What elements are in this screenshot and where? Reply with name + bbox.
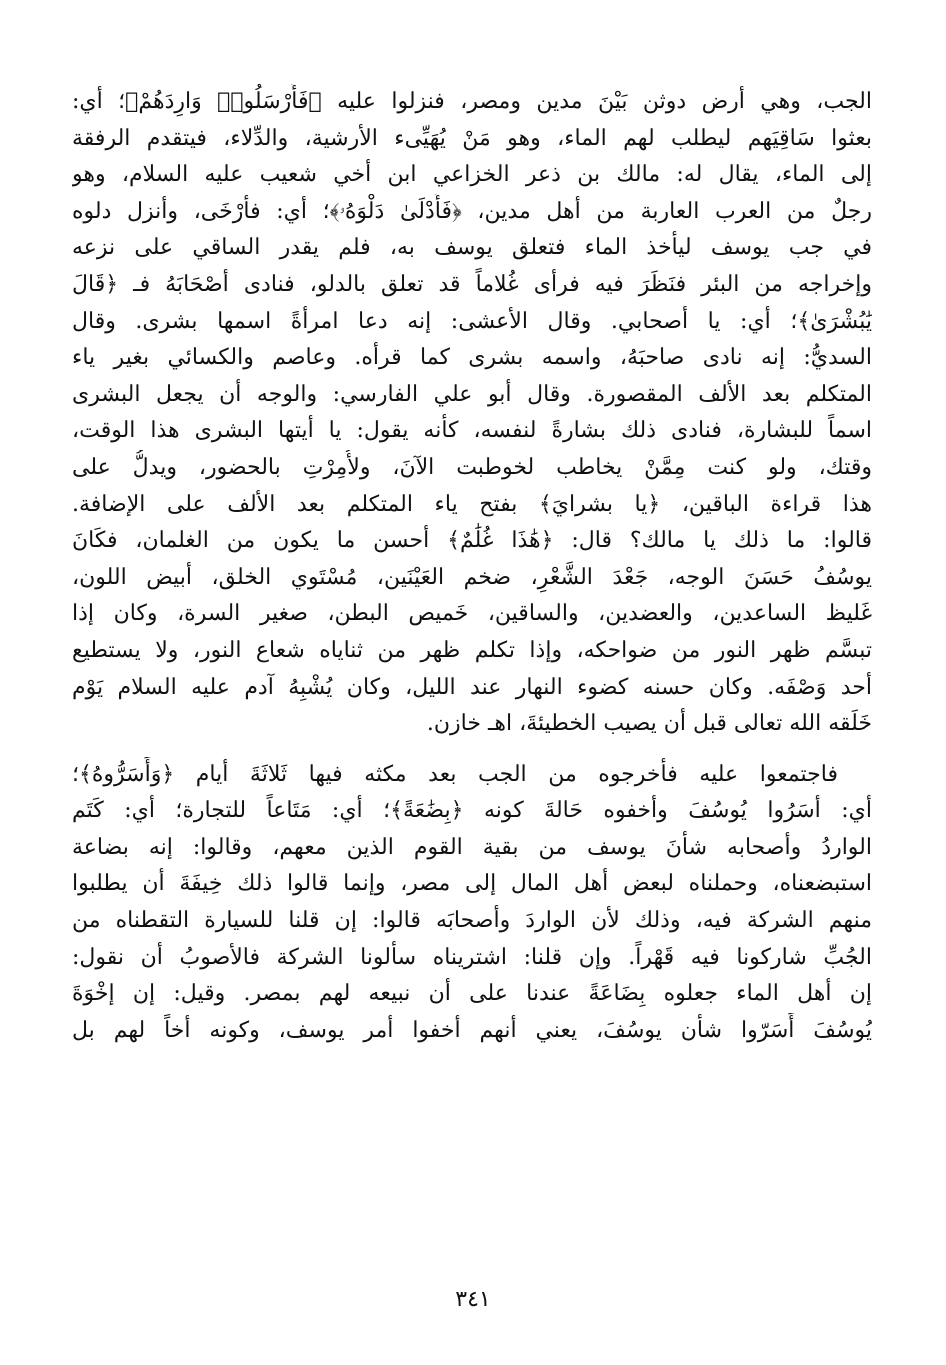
- text-line: استبضعناه، وحملناه لبعض أهل المال إلى مصر، وإنما قالوا ذلك خِيفَةَ أن يطلبوا: [72, 871, 872, 897]
- text-line: يَٰبُشْرَىٰ﴾؛ أي: يا أصحابي. وقال الأعشى: إنه دعا امرأةً اسمها بشرى. وقال: [72, 308, 872, 334]
- text-line: وقتك، ولو كنت مِمَّنْ يخاطب لخوطبت الآنَ، ولأُمِرْتِ بالحضور، ويدلُّ على: [72, 454, 872, 480]
- paragraph-gap: [72, 743, 872, 757]
- page-body: [72, 84, 872, 1049]
- text-line: المتكلم بعد الألف المقصورة. وقال أبو علي الفارسي: والوجه أن يجعل البشرى: [72, 381, 872, 407]
- paragraph-2: [72, 757, 872, 1050]
- text-line: خَلَقه الله تعالى قبل أن يصيب الخطيئةَ، اهـ خازن.: [426, 711, 872, 737]
- text-line: الجب، وهي أرض دوثن بَيْنَ مدين ومصر، فنزلوا عليه ﴿فَأَرْسَلُوا۟ وَارِدَهُمْ﴾؛ أي:: [72, 89, 872, 114]
- text-line: إن أهل الماء جعلوه بِضَاعَةً عندنا على أن نبيعه لهم بمصر. وقيل: إن إخْوَةَ: [72, 981, 872, 1007]
- paragraph-1: [72, 84, 872, 743]
- text-line: رجلٌ من العرب العاربة من أهل مدين، ﴿فَأَدْلَىٰ دَلْوَهُۥ﴾؛ أي: فأرْخَى، وأنزل دلوه: [72, 198, 872, 224]
- text-line: قالوا: ما ذلك يا مالك؟ قال: ﴿هَٰذَا غُلَٰمٌ﴾ أحسن ما يكون من الغلمان، فكَانَ: [72, 528, 872, 554]
- text-line: فاجتمعوا عليه فأخرجوه من الجب بعد مكثه فيها ثَلاثَةَ أيام ﴿وَأَسَرُّوهُ﴾؛: [72, 761, 838, 787]
- text-line: يوسُفُ حَسَنَ الوجه، جَعْدَ الشَّعْرِ، ضخم العَيْنَين، مُسْتَوي الخلق، أبيض اللون،: [72, 564, 872, 590]
- text-line: أحد وَصْفَه. وكان حسنه كضوء النهار عند الليل، وكان يُشْبِهُ آدم عليه السلام يَوْم: [72, 674, 872, 700]
- text-line: بعثوا سَاقِيَهم ليطلب لهم الماء، وهو مَنْ يُهَيِّىء الأرشية، والدِّلاء، فيتقدم الرفقة: [72, 125, 872, 151]
- text-line: تبسَّم ظهر النور من ضواحكه، وإذا تكلم ظهر من ثناياه شعاع النور، ولا يستطيع: [72, 637, 872, 663]
- text-line: في جب يوسف ليأخذ الماء فتعلق يوسف به، فلم يقدر الساقي على نزعه: [72, 235, 872, 261]
- text-line: الواردُ وأصحابه شأنَ يوسف من بقية القوم الذين معهم، وقالوا: إنه بضاعة: [72, 834, 872, 860]
- text-line: منهم الشركة فيه، وذلك لأن الواردَ وأصحابَه قالوا: إن قلنا للسيارة التقطناه من: [72, 908, 872, 934]
- text-line: اسماً للبشارة، فنادى ذلك بشارةً لنفسه، كأنه يقول: يا أيتها البشرى هذا الوقت،: [72, 418, 872, 444]
- text-line: أي: أسَرُوا يُوسُفَ وأخفوه حَالةَ كونه ﴿بِضَٰعَةً﴾؛ أي: مَتَاعاً للتجارة؛ أي: كَتَم: [72, 798, 872, 824]
- text-line: إلى الماء، يقال له: مالك بن ذعر الخزاعي ابن أخي شعيب عليه السلام، وهو: [72, 162, 872, 188]
- text-line: هذا قراءة الباقين، ﴿يا بشرايَ﴾ بفتح ياء المتكلم بعد الألف على الإضافة.: [72, 491, 872, 517]
- text-line: وإخراجه من البئر فنَظَرَ فيه فرأى غُلاماً قد تعلق بالدلو، فنادى أصْحَابَهُ فـ ﴿قَالَ: [72, 271, 872, 297]
- page-number: ٣٤١: [455, 1287, 491, 1312]
- text-line: غَليظ الساعدين، والعضدين، والساقين، خَميص البطن، صغير السرة، وكان إذا: [72, 601, 872, 627]
- text-line: السديُّ: إنه نادى صاحبَهُ، واسمه بشرى كما قرأه. وعاصم والكسائي بغير ياء: [72, 345, 872, 371]
- text-line: الجُبِّ شاركونا فيه قَهْراً. وإن قلنا: اشتريناه سألونا الشركة فالأصوبُ أن نقول:: [72, 944, 872, 970]
- text-line: يُوسُفَ أَسَرّوا شأن يوسُفَ، يعني أنهم أخفوا أمر يوسف، وكونه أخاً لهم بل: [72, 1017, 872, 1043]
